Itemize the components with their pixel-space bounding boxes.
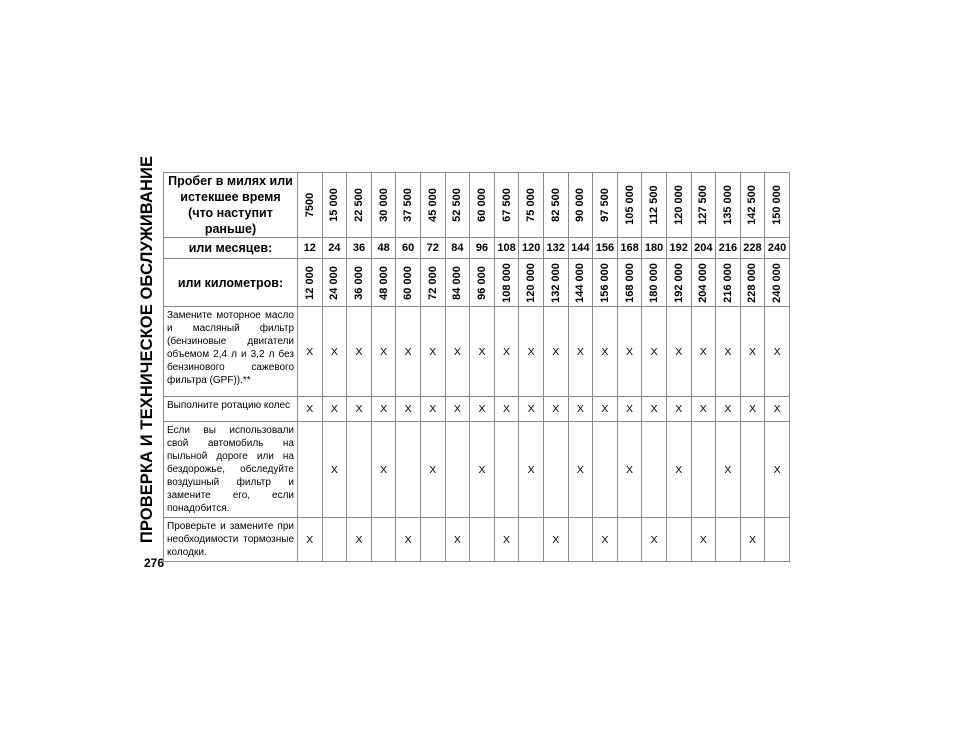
- miles-cell: [298, 173, 323, 238]
- km-cell: [740, 259, 765, 307]
- schedule-mark: X: [765, 397, 790, 422]
- km-value: 84 000: [451, 265, 464, 300]
- km-value: 156 000: [598, 262, 611, 303]
- header-row-months: [164, 238, 790, 259]
- km-cell: [494, 259, 519, 307]
- months-value: 108: [494, 238, 519, 259]
- schedule-mark: X: [470, 307, 495, 397]
- schedule-mark: X: [642, 307, 667, 397]
- schedule-mark: X: [445, 397, 470, 422]
- miles-value: 45 000: [426, 188, 439, 222]
- schedule-mark: X: [716, 307, 741, 397]
- section-title-text: ПРОВЕРКА И ТЕХНИЧЕСКОЕ ОБСЛУЖИВАНИЕ: [138, 155, 157, 543]
- schedule-mark: X: [716, 422, 741, 518]
- miles-cell: [666, 173, 691, 238]
- schedule-mark: X: [322, 307, 347, 397]
- schedule-mark: X: [322, 422, 347, 518]
- schedule-mark: X: [568, 397, 593, 422]
- schedule-mark: X: [494, 397, 519, 422]
- schedule-mark: [519, 518, 544, 562]
- schedule-mark: X: [396, 518, 421, 562]
- miles-cell: [347, 173, 372, 238]
- schedule-mark: X: [494, 307, 519, 397]
- miles-cell: [642, 173, 667, 238]
- miles-cell: [691, 173, 716, 238]
- schedule-mark: [593, 422, 618, 518]
- months-value: 132: [543, 238, 568, 259]
- miles-cell: [494, 173, 519, 238]
- task-description: Выполните ротацию колес: [164, 397, 298, 422]
- schedule-mark: X: [519, 307, 544, 397]
- months-value: 48: [371, 238, 396, 259]
- schedule-mark: [617, 518, 642, 562]
- schedule-mark: X: [716, 397, 741, 422]
- miles-cell: [740, 173, 765, 238]
- miles-value: 22 500: [352, 188, 365, 222]
- months-value: 204: [691, 238, 716, 259]
- task-description: Проверьте и замените при необходимости тормозные колодки.: [164, 518, 298, 562]
- months-value: 72: [420, 238, 445, 259]
- schedule-mark: [420, 518, 445, 562]
- schedule-mark: X: [593, 518, 618, 562]
- km-cell: [445, 259, 470, 307]
- months-value: 96: [470, 238, 495, 259]
- km-value: 192 000: [672, 262, 685, 303]
- months-value: 168: [617, 238, 642, 259]
- miles-cell: [716, 173, 741, 238]
- miles-cell: [765, 173, 790, 238]
- schedule-mark: X: [666, 422, 691, 518]
- schedule-mark: [543, 422, 568, 518]
- miles-cell: [420, 173, 445, 238]
- schedule-mark: [765, 518, 790, 562]
- schedule-mark: [298, 422, 323, 518]
- schedule-mark: X: [420, 422, 445, 518]
- schedule-mark: X: [470, 422, 495, 518]
- schedule-mark: [347, 422, 372, 518]
- schedule-mark: X: [371, 307, 396, 397]
- km-value: 108 000: [500, 262, 513, 303]
- miles-value: 150 000: [771, 185, 784, 225]
- km-cell: [666, 259, 691, 307]
- miles-value: 67 500: [500, 188, 513, 222]
- schedule-mark: X: [617, 307, 642, 397]
- km-value: 36 000: [352, 265, 365, 300]
- km-cell: [322, 259, 347, 307]
- km-cell: [470, 259, 495, 307]
- header-row-miles: [164, 173, 790, 238]
- months-value: 120: [519, 238, 544, 259]
- schedule-mark: X: [593, 397, 618, 422]
- schedule-mark: X: [396, 397, 421, 422]
- schedule-mark: X: [740, 518, 765, 562]
- schedule-mark: X: [347, 397, 372, 422]
- schedule-mark: X: [568, 422, 593, 518]
- miles-cell: [445, 173, 470, 238]
- km-cell: [642, 259, 667, 307]
- km-value: 132 000: [549, 262, 562, 303]
- months-value: 12: [298, 238, 323, 259]
- schedule-mark: [666, 518, 691, 562]
- header-km-label: или километров:: [164, 259, 298, 307]
- miles-value: 142 500: [746, 185, 759, 225]
- schedule-mark: X: [617, 397, 642, 422]
- miles-value: 112 500: [648, 185, 661, 225]
- schedule-mark: X: [543, 397, 568, 422]
- schedule-mark: [642, 422, 667, 518]
- schedule-mark: X: [371, 397, 396, 422]
- schedule-mark: [445, 422, 470, 518]
- months-value: 216: [716, 238, 741, 259]
- schedule-mark: [322, 518, 347, 562]
- task-description: Замените моторное масло и масляный фильтр (бензиновые двигатели объемом 2,4 л и 3,2 л без бензинового сажевого фильтра (GPF)).**: [164, 307, 298, 397]
- schedule-mark: X: [347, 307, 372, 397]
- km-cell: [543, 259, 568, 307]
- schedule-mark: X: [740, 307, 765, 397]
- schedule-mark: X: [666, 397, 691, 422]
- miles-cell: [568, 173, 593, 238]
- km-value: 180 000: [648, 262, 661, 303]
- km-value: 120 000: [525, 262, 538, 303]
- schedule-mark: X: [765, 307, 790, 397]
- schedule-mark: X: [740, 397, 765, 422]
- km-value: 12 000: [303, 265, 316, 300]
- table-row: [164, 307, 790, 397]
- schedule-mark: X: [470, 397, 495, 422]
- months-value: 180: [642, 238, 667, 259]
- km-cell: [617, 259, 642, 307]
- miles-value: 135 000: [721, 185, 734, 225]
- miles-value: 90 000: [574, 188, 587, 222]
- schedule-mark: X: [691, 397, 716, 422]
- km-value: 144 000: [574, 262, 587, 303]
- header-row-km: [164, 259, 790, 307]
- table-row: [164, 397, 790, 422]
- schedule-mark: [568, 518, 593, 562]
- header-months-label: или месяцев:: [164, 238, 298, 259]
- task-description: Если вы использовали свой автомобиль на пыльной дороге или на бездорожье, обследуйте воздушный фильтр и замените его, если понадобится.: [164, 422, 298, 518]
- km-value: 24 000: [328, 265, 341, 300]
- schedule-mark: X: [519, 422, 544, 518]
- schedule-mark: X: [642, 397, 667, 422]
- schedule-mark: X: [691, 307, 716, 397]
- miles-value: 75 000: [525, 188, 538, 222]
- schedule-mark: X: [568, 307, 593, 397]
- months-value: 24: [322, 238, 347, 259]
- schedule-mark: X: [642, 518, 667, 562]
- months-value: 60: [396, 238, 421, 259]
- months-value: 156: [593, 238, 618, 259]
- page-number: 276: [144, 556, 165, 570]
- header-miles-label: Пробег в милях или истекшее время (что наступит раньше): [164, 173, 298, 238]
- miles-cell: [617, 173, 642, 238]
- miles-cell: [519, 173, 544, 238]
- schedule-mark: [494, 422, 519, 518]
- schedule-mark: X: [543, 518, 568, 562]
- schedule-mark: X: [617, 422, 642, 518]
- km-value: 96 000: [475, 265, 488, 300]
- km-value: 48 000: [377, 265, 390, 300]
- km-cell: [716, 259, 741, 307]
- miles-value: 97 500: [598, 188, 611, 222]
- km-value: 204 000: [697, 262, 710, 303]
- schedule-mark: [371, 518, 396, 562]
- miles-value: 120 000: [672, 185, 685, 225]
- schedule-mark: [470, 518, 495, 562]
- miles-cell: [470, 173, 495, 238]
- km-value: 216 000: [721, 262, 734, 303]
- schedule-mark: X: [322, 397, 347, 422]
- schedule-mark: X: [298, 397, 323, 422]
- km-cell: [347, 259, 372, 307]
- schedule-mark: X: [298, 518, 323, 562]
- km-cell: [593, 259, 618, 307]
- km-cell: [519, 259, 544, 307]
- schedule-mark: X: [691, 518, 716, 562]
- schedule-mark: [396, 422, 421, 518]
- miles-value: 52 500: [451, 188, 464, 222]
- miles-value: 30 000: [377, 188, 390, 222]
- miles-cell: [593, 173, 618, 238]
- schedule-mark: X: [298, 307, 323, 397]
- schedule-mark: X: [420, 307, 445, 397]
- km-cell: [420, 259, 445, 307]
- schedule-mark: [691, 422, 716, 518]
- schedule-mark: X: [519, 397, 544, 422]
- miles-value: 60 000: [475, 188, 488, 222]
- months-value: 84: [445, 238, 470, 259]
- schedule-mark: X: [666, 307, 691, 397]
- schedule-mark: X: [543, 307, 568, 397]
- months-value: 228: [740, 238, 765, 259]
- miles-cell: [396, 173, 421, 238]
- table-row: [164, 422, 790, 518]
- schedule-mark: X: [371, 422, 396, 518]
- miles-value: 15 000: [328, 188, 341, 222]
- km-cell: [765, 259, 790, 307]
- miles-cell: [322, 173, 347, 238]
- miles-value: 105 000: [623, 185, 636, 225]
- section-side-title: [136, 155, 160, 543]
- miles-value: 127 500: [697, 185, 710, 225]
- schedule-mark: [716, 518, 741, 562]
- km-cell: [396, 259, 421, 307]
- km-value: 228 000: [746, 262, 759, 303]
- maintenance-schedule-table: [163, 172, 790, 562]
- miles-value: 7500: [303, 192, 316, 218]
- km-value: 168 000: [623, 262, 636, 303]
- schedule-mark: X: [396, 307, 421, 397]
- schedule-mark: X: [494, 518, 519, 562]
- months-value: 192: [666, 238, 691, 259]
- miles-cell: [543, 173, 568, 238]
- schedule-mark: X: [593, 307, 618, 397]
- schedule-mark: X: [765, 422, 790, 518]
- km-value: 240 000: [771, 262, 784, 303]
- miles-value: 37 500: [402, 188, 415, 222]
- miles-value: 82 500: [549, 188, 562, 222]
- km-cell: [691, 259, 716, 307]
- km-value: 72 000: [426, 265, 439, 300]
- schedule-mark: [740, 422, 765, 518]
- table-row: [164, 518, 790, 562]
- months-value: 240: [765, 238, 790, 259]
- km-cell: [298, 259, 323, 307]
- schedule-mark: X: [445, 518, 470, 562]
- schedule-mark: X: [347, 518, 372, 562]
- schedule-mark: X: [445, 307, 470, 397]
- km-cell: [371, 259, 396, 307]
- km-value: 60 000: [402, 265, 415, 300]
- miles-cell: [371, 173, 396, 238]
- schedule-mark: X: [420, 397, 445, 422]
- months-value: 36: [347, 238, 372, 259]
- months-value: 144: [568, 238, 593, 259]
- km-cell: [568, 259, 593, 307]
